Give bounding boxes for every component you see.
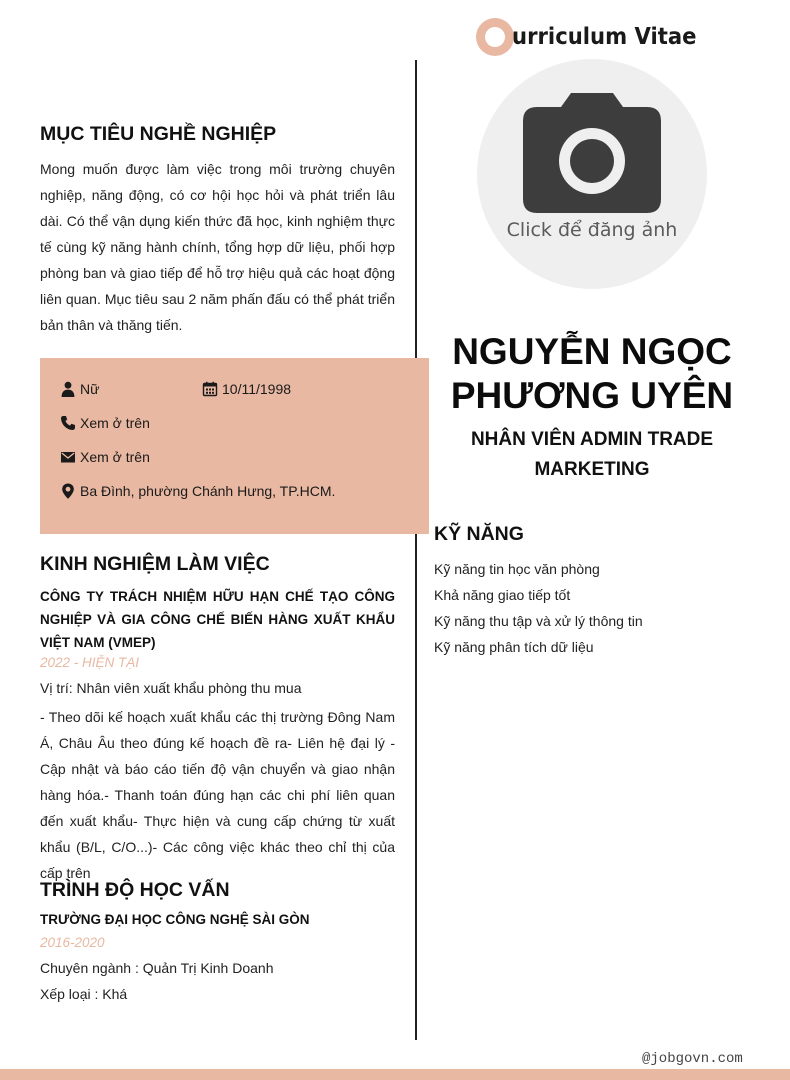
info-address[interactable] <box>60 483 335 499</box>
watermark: @jobgovn.com <box>642 1051 743 1067</box>
photo-upload-button[interactable] <box>477 59 707 289</box>
skill-item[interactable]: Kỹ năng phân tích dữ liệu <box>434 639 594 655</box>
phone-icon <box>60 415 76 431</box>
gender-value: Nữ <box>80 381 100 397</box>
logo-text: urriculum Vitae <box>512 24 697 50</box>
email-value: Xem ở trên <box>80 449 150 465</box>
info-email[interactable] <box>60 449 150 465</box>
education-major[interactable]: Chuyên ngành : Quản Trị Kinh Doanh <box>40 960 274 976</box>
envelope-icon <box>60 449 76 465</box>
candidate-job-title[interactable]: NHÂN VIÊN ADMIN TRADE MARKETING <box>470 429 714 480</box>
camera-icon <box>523 93 661 213</box>
address-value: Ba Đình, phường Chánh Hưng, TP.HCM. <box>80 483 336 499</box>
calendar-icon <box>202 381 218 397</box>
education-rank[interactable]: Xếp loại : Khá <box>40 986 128 1002</box>
objective-title: MỤC TIÊU NGHỀ NGHIỆP <box>40 123 277 145</box>
skill-item[interactable]: Kỹ năng thu tập và xử lý thông tin <box>434 613 643 629</box>
experience-company[interactable]: CÔNG TY TRÁCH NHIỆM HỮU HẠN CHẾ TẠO CÔNG NGHIỆP VÀ GIA CÔNG CHẾ BIẾN HÀNG XUẤT KHẨU VIỆT NAM (VMEP) <box>40 589 395 650</box>
phone-value: Xem ở trên <box>80 415 150 431</box>
experience-description[interactable]: - Theo dõi kế hoạch xuất khẩu các thị trường Đông Nam Á, Châu Âu theo đúng kế hoạch đề ra- Liên hệ đại lý - Cập nhật và báo cáo tiến độ vận chuyển và giao nhận hàng hóa.- Thanh toán đúng hạn các chi phí liên quan đến xuất khẩu- Thực hiện và cung cấp chứng từ xuất khẩu (B/L, C/O...)- Các công việc khác theo chỉ thị của cấp trên <box>40 709 395 881</box>
photo-caption: Click để đăng ảnh <box>506 219 678 241</box>
personal-info-box <box>40 358 429 534</box>
education-period[interactable]: 2016-2020 <box>40 935 105 950</box>
info-gender[interactable] <box>60 381 99 397</box>
education-title: TRÌNH ĐỘ HỌC VẤN <box>40 879 230 901</box>
skills-title: KỸ NĂNG <box>434 523 524 545</box>
skill-item[interactable]: Khả năng giao tiếp tốt <box>434 587 571 603</box>
birthdate-value: 10/11/1998 <box>222 381 292 397</box>
person-icon <box>60 381 76 397</box>
info-birthdate[interactable] <box>202 381 291 397</box>
skill-item[interactable]: Kỹ năng tin học văn phòng <box>434 561 600 577</box>
objective-text[interactable]: Mong muốn được làm việc trong môi trường chuyên nghiệp, năng động, có cơ hội học hỏi và phát triển lâu dài. Có thể vận dụng kiến thức đã học, kinh nghiệm thực tế cùng kỹ năng hành chính, tổng hợp dữ liệu, phối hợp phòng ban và giao tiếp để hỗ trợ hiệu quả các hoạt động liên quan. Mục tiêu sau 2 năm phấn đấu có thể phát triển bản thân và thăng tiến. <box>40 161 395 333</box>
experience-position[interactable]: Vị trí: Nhân viên xuất khẩu phòng thu mua <box>40 680 302 696</box>
logo-c-circle-icon <box>476 18 514 56</box>
location-pin-icon <box>60 483 76 499</box>
education-school[interactable]: TRƯỜNG ĐẠI HỌC CÔNG NGHỆ SÀI GÒN <box>40 912 310 927</box>
bottom-accent-bar <box>0 1069 790 1080</box>
skills-list <box>434 556 643 660</box>
info-phone[interactable] <box>60 415 150 431</box>
cv-logo <box>476 16 713 58</box>
candidate-name[interactable]: NGUYỄN NGỌC PHƯƠNG UYÊN <box>450 331 734 416</box>
experience-period[interactable]: 2022 - HIỆN TẠI <box>40 655 140 670</box>
column-divider <box>415 60 417 1040</box>
experience-title: KINH NGHIỆM LÀM VIỆC <box>40 553 270 575</box>
